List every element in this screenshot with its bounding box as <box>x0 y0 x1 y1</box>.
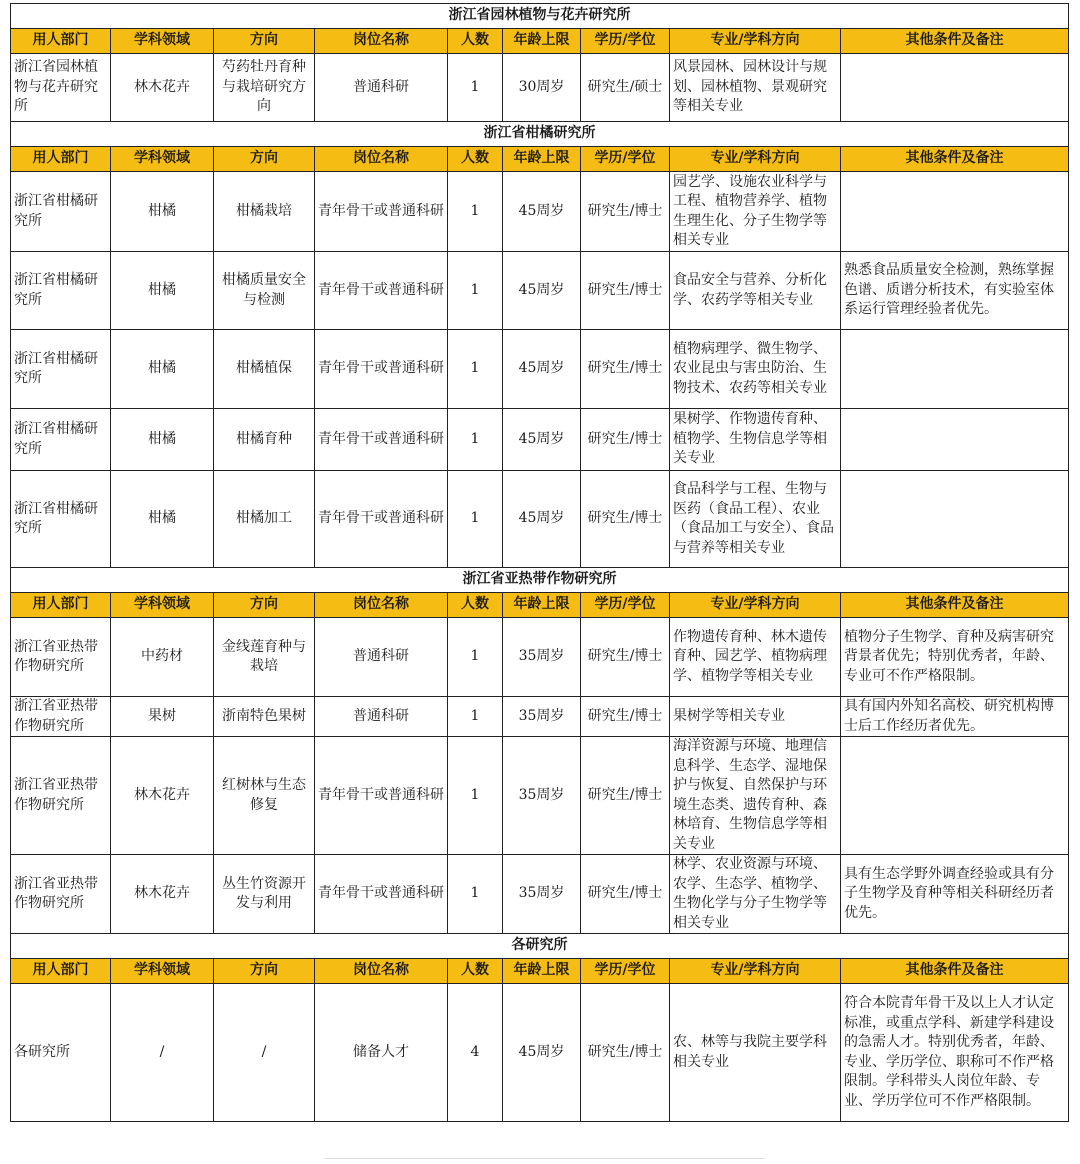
position-cell: 青年骨干或普通科研 <box>315 252 448 330</box>
dept-cell: 浙江省亚热带作物研究所 <box>11 618 111 697</box>
direction-cell: 柑橘育种 <box>214 409 315 471</box>
column-header: 其他条件及备注 <box>841 29 1069 54</box>
header-row <box>11 29 1069 54</box>
column-header: 方向 <box>214 147 315 172</box>
direction-cell: 芍药牡丹育种与栽培研究方向 <box>214 54 315 122</box>
column-header: 方向 <box>214 593 315 618</box>
position-cell: 普通科研 <box>315 697 448 737</box>
direction-cell: 浙南特色果树 <box>214 697 315 737</box>
column-header: 其他条件及备注 <box>841 147 1069 172</box>
field-cell: / <box>111 984 214 1122</box>
field-cell: 柑橘 <box>111 172 214 252</box>
scroll-indicator <box>325 1158 765 1159</box>
table-row <box>11 54 1069 122</box>
table-row <box>11 252 1069 330</box>
column-header: 用人部门 <box>11 147 111 172</box>
count-cell: 1 <box>448 855 503 934</box>
column-header: 用人部门 <box>11 959 111 984</box>
position-cell: 储备人才 <box>315 984 448 1122</box>
major-cell: 风景园林、园林设计与规划、园林植物、景观研究等相关专业 <box>670 54 841 122</box>
field-cell: 林木花卉 <box>111 737 214 855</box>
dept-cell: 浙江省柑橘研究所 <box>11 409 111 471</box>
dept-cell: 浙江省柑橘研究所 <box>11 471 111 568</box>
position-cell: 普通科研 <box>315 618 448 697</box>
major-cell: 农、林等与我院主要学科相关专业 <box>670 984 841 1122</box>
degree-cell: 研究生/博士 <box>581 172 670 252</box>
column-header: 学科领域 <box>111 593 214 618</box>
field-cell: 林木花卉 <box>111 855 214 934</box>
section-title: 浙江省柑橘研究所 <box>11 122 1069 147</box>
column-header: 专业/学科方向 <box>670 593 841 618</box>
section-title-row <box>11 934 1069 959</box>
count-cell: 1 <box>448 54 503 122</box>
notes-cell <box>841 737 1069 855</box>
major-cell: 海洋资源与环境、地理信息科学、生态学、湿地保护与恢复、自然保护与环境生态类、遗传育种、森林培育、生物信息学等相关专业 <box>670 737 841 855</box>
column-header: 岗位名称 <box>315 29 448 54</box>
age-cell: 45周岁 <box>503 172 581 252</box>
count-cell: 1 <box>448 252 503 330</box>
table-row <box>11 330 1069 409</box>
field-cell: 果树 <box>111 697 214 737</box>
dept-cell: 各研究所 <box>11 984 111 1122</box>
notes-cell: 符合本院青年骨干及以上人才认定标准，或重点学科、新建学科建设的急需人才。特别优秀者，年龄、专业、学历学位、职称可不作严格限制。学科带头人岗位年龄、专业、学历学位可不作严格限制。 <box>841 984 1069 1122</box>
count-cell: 1 <box>448 471 503 568</box>
count-cell: 1 <box>448 409 503 471</box>
degree-cell: 研究生/博士 <box>581 984 670 1122</box>
major-cell: 园艺学、设施农业科学与工程、植物营养学、植物生理生化、分子生物学等相关专业 <box>670 172 841 252</box>
age-cell: 45周岁 <box>503 330 581 409</box>
column-header: 人数 <box>448 29 503 54</box>
position-cell: 青年骨干或普通科研 <box>315 737 448 855</box>
direction-cell: / <box>214 984 315 1122</box>
section-title-row <box>11 122 1069 147</box>
position-cell: 青年骨干或普通科研 <box>315 855 448 934</box>
position-cell: 青年骨干或普通科研 <box>315 409 448 471</box>
direction-cell: 柑橘栽培 <box>214 172 315 252</box>
recruitment-table-container <box>10 3 1068 1122</box>
major-cell: 果树学等相关专业 <box>670 697 841 737</box>
dept-cell: 浙江省柑橘研究所 <box>11 252 111 330</box>
degree-cell: 研究生/硕士 <box>581 54 670 122</box>
field-cell: 柑橘 <box>111 471 214 568</box>
header-row <box>11 959 1069 984</box>
section-title-row <box>11 568 1069 593</box>
direction-cell: 金线莲育种与栽培 <box>214 618 315 697</box>
major-cell: 食品安全与营养、分析化学、农药学等相关专业 <box>670 252 841 330</box>
column-header: 人数 <box>448 959 503 984</box>
degree-cell: 研究生/博士 <box>581 409 670 471</box>
column-header: 岗位名称 <box>315 147 448 172</box>
column-header: 学历/学位 <box>581 147 670 172</box>
table-row <box>11 697 1069 737</box>
notes-cell <box>841 409 1069 471</box>
position-cell: 青年骨干或普通科研 <box>315 471 448 568</box>
age-cell: 45周岁 <box>503 471 581 568</box>
table-row <box>11 618 1069 697</box>
column-header: 人数 <box>448 147 503 172</box>
column-header: 学科领域 <box>111 959 214 984</box>
major-cell: 食品科学与工程、生物与医药（食品工程）、农业（食品加工与安全）、食品与营养等相关专业 <box>670 471 841 568</box>
degree-cell: 研究生/博士 <box>581 330 670 409</box>
table-row <box>11 471 1069 568</box>
column-header: 方向 <box>214 29 315 54</box>
dept-cell: 浙江省柑橘研究所 <box>11 330 111 409</box>
degree-cell: 研究生/博士 <box>581 471 670 568</box>
field-cell: 中药材 <box>111 618 214 697</box>
column-header: 其他条件及备注 <box>841 959 1069 984</box>
direction-cell: 柑橘植保 <box>214 330 315 409</box>
column-header: 用人部门 <box>11 593 111 618</box>
major-cell: 果树学、作物遗传育种、植物学、生物信息学等相关专业 <box>670 409 841 471</box>
field-cell: 柑橘 <box>111 409 214 471</box>
age-cell: 30周岁 <box>503 54 581 122</box>
column-header: 专业/学科方向 <box>670 147 841 172</box>
column-header: 学历/学位 <box>581 29 670 54</box>
table-row <box>11 409 1069 471</box>
column-header: 年龄上限 <box>503 593 581 618</box>
count-cell: 1 <box>448 172 503 252</box>
column-header: 方向 <box>214 959 315 984</box>
direction-cell: 柑橘质量安全与检测 <box>214 252 315 330</box>
position-cell: 青年骨干或普通科研 <box>315 330 448 409</box>
field-cell: 柑橘 <box>111 252 214 330</box>
age-cell: 45周岁 <box>503 984 581 1122</box>
column-header: 人数 <box>448 593 503 618</box>
column-header: 学历/学位 <box>581 593 670 618</box>
direction-cell: 丛生竹资源开发与利用 <box>214 855 315 934</box>
column-header: 专业/学科方向 <box>670 959 841 984</box>
column-header: 专业/学科方向 <box>670 29 841 54</box>
position-cell: 青年骨干或普通科研 <box>315 172 448 252</box>
position-cell: 普通科研 <box>315 54 448 122</box>
header-row <box>11 147 1069 172</box>
age-cell: 35周岁 <box>503 618 581 697</box>
notes-cell: 具有生态学野外调查经验或具有分子生物学及育种等相关科研经历者优先。 <box>841 855 1069 934</box>
recruitment-table <box>10 3 1069 1122</box>
field-cell: 林木花卉 <box>111 54 214 122</box>
count-cell: 1 <box>448 697 503 737</box>
age-cell: 35周岁 <box>503 737 581 855</box>
dept-cell: 浙江省亚热带作物研究所 <box>11 697 111 737</box>
major-cell: 作物遗传育种、林木遗传育种、园艺学、植物病理学、植物学等相关专业 <box>670 618 841 697</box>
notes-cell <box>841 172 1069 252</box>
section-title-row <box>11 4 1069 29</box>
count-cell: 4 <box>448 984 503 1122</box>
major-cell: 林学、农业资源与环境、农学、生态学、植物学、生物化学与分子生物学等相关专业 <box>670 855 841 934</box>
direction-cell: 红树林与生态修复 <box>214 737 315 855</box>
section-title: 浙江省亚热带作物研究所 <box>11 568 1069 593</box>
count-cell: 1 <box>448 737 503 855</box>
count-cell: 1 <box>448 330 503 409</box>
column-header: 年龄上限 <box>503 29 581 54</box>
dept-cell: 浙江省柑橘研究所 <box>11 172 111 252</box>
column-header: 其他条件及备注 <box>841 593 1069 618</box>
notes-cell <box>841 54 1069 122</box>
notes-cell <box>841 330 1069 409</box>
table-row <box>11 737 1069 855</box>
notes-cell: 植物分子生物学、育种及病害研究背景者优先；特别优秀者，年龄、专业可不作严格限制。 <box>841 618 1069 697</box>
header-row <box>11 593 1069 618</box>
table-row <box>11 172 1069 252</box>
section-title: 浙江省园林植物与花卉研究所 <box>11 4 1069 29</box>
dept-cell: 浙江省园林植物与花卉研究所 <box>11 54 111 122</box>
direction-cell: 柑橘加工 <box>214 471 315 568</box>
age-cell: 35周岁 <box>503 697 581 737</box>
dept-cell: 浙江省亚热带作物研究所 <box>11 855 111 934</box>
notes-cell: 具有国内外知名高校、研究机构博士后工作经历者优先。 <box>841 697 1069 737</box>
notes-cell <box>841 471 1069 568</box>
count-cell: 1 <box>448 618 503 697</box>
degree-cell: 研究生/博士 <box>581 697 670 737</box>
age-cell: 45周岁 <box>503 252 581 330</box>
column-header: 学科领域 <box>111 29 214 54</box>
table-row <box>11 984 1069 1122</box>
field-cell: 柑橘 <box>111 330 214 409</box>
section-title: 各研究所 <box>11 934 1069 959</box>
column-header: 学科领域 <box>111 147 214 172</box>
table-row <box>11 855 1069 934</box>
column-header: 用人部门 <box>11 29 111 54</box>
column-header: 年龄上限 <box>503 959 581 984</box>
column-header: 岗位名称 <box>315 593 448 618</box>
column-header: 学历/学位 <box>581 959 670 984</box>
degree-cell: 研究生/博士 <box>581 855 670 934</box>
degree-cell: 研究生/博士 <box>581 252 670 330</box>
column-header: 岗位名称 <box>315 959 448 984</box>
notes-cell: 熟悉食品质量安全检测，熟练掌握色谱、质谱分析技术，有实验室体系运行管理经验者优先。 <box>841 252 1069 330</box>
degree-cell: 研究生/博士 <box>581 737 670 855</box>
major-cell: 植物病理学、微生物学、农业昆虫与害虫防治、生物技术、农药等相关专业 <box>670 330 841 409</box>
age-cell: 45周岁 <box>503 409 581 471</box>
column-header: 年龄上限 <box>503 147 581 172</box>
degree-cell: 研究生/博士 <box>581 618 670 697</box>
age-cell: 35周岁 <box>503 855 581 934</box>
dept-cell: 浙江省亚热带作物研究所 <box>11 737 111 855</box>
